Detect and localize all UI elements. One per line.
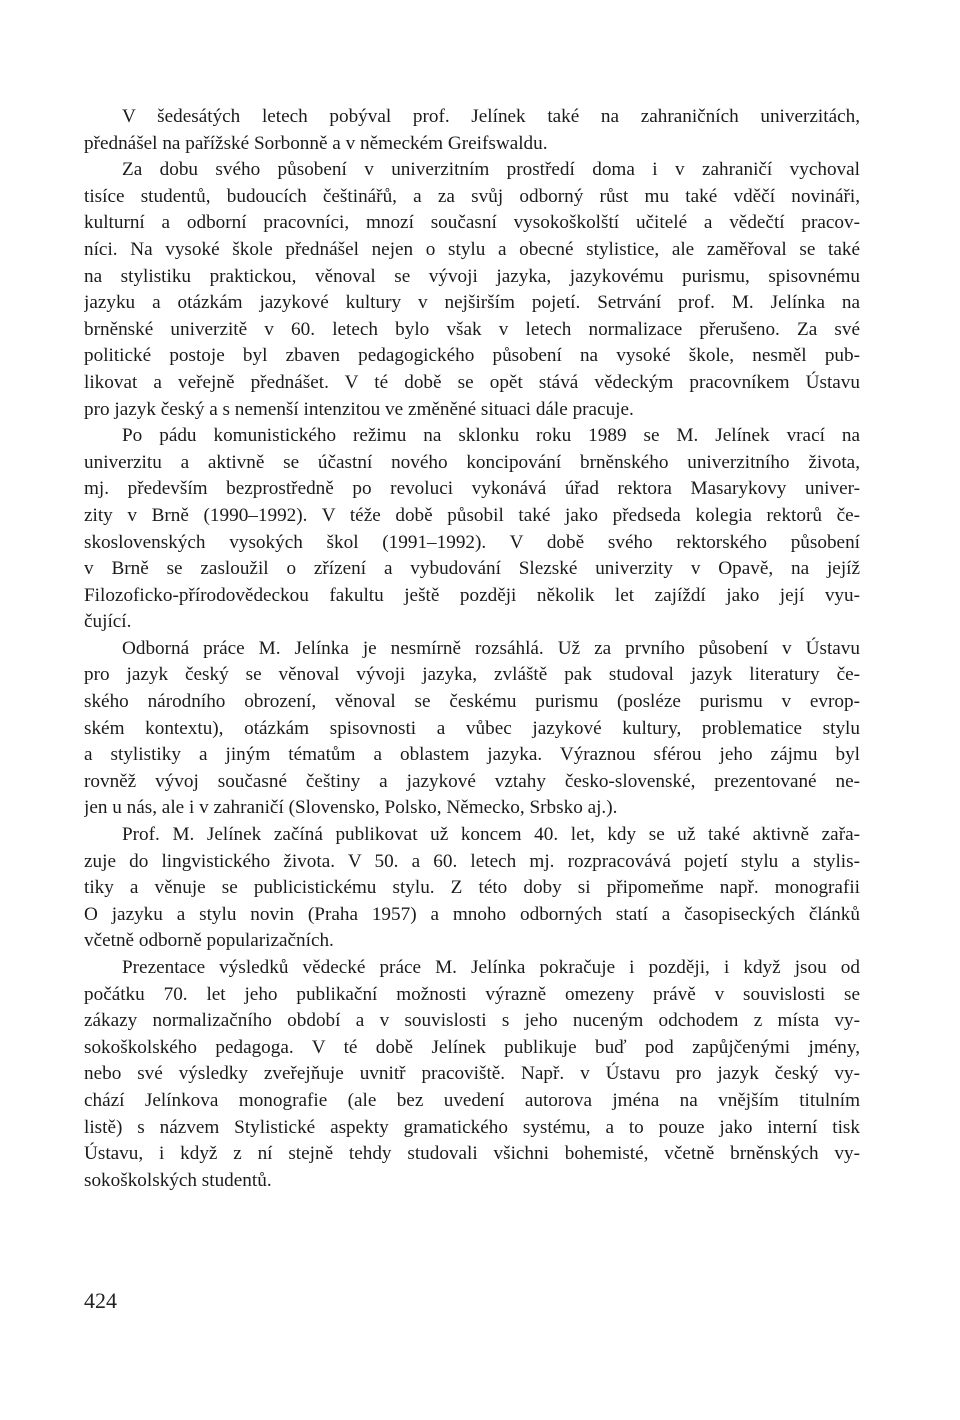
text-line: na stylistiku praktickou, věnoval se vývoji jazyka, jazykovému purismu, spisovnému	[84, 265, 860, 287]
text-line: Za dobu svého působení v univerzitním prostředí doma i v zahraničí vychoval	[122, 159, 860, 181]
page-number: 424	[84, 1288, 117, 1313]
text-line: Prezentace výsledků vědecké práce M. Jelínka pokračuje i později, i když jsou od	[122, 957, 860, 978]
text-line: mj. především bezprostředně po revoluci vykonává úřad rektora Masarykovy univer-	[84, 478, 860, 500]
text-line: chází Jelínkova monografie (ale bez uvedení autorova jména na vnějším titulním	[84, 1089, 860, 1111]
text-line: politické postoje byl zbaven pedagogického působení na vysoké škole, nesměl pub-	[84, 345, 860, 367]
text-line: Filozoficko-přírodovědeckou fakultu ještě později několik let zajíždí jako její vyu-	[84, 584, 860, 606]
text-line: včetně odborně popularizačních.	[84, 930, 334, 952]
text-line: čující.	[84, 611, 132, 633]
text-line: zuje do lingvistického života. V 50. a 60. letech mj. rozpracovává pojetí stylu a stylis-	[84, 850, 860, 872]
text-line: rovněž vývoj současné češtiny a jazykové vztahy česko-slovenské, prezentované ne-	[84, 770, 860, 792]
document-body	[84, 104, 860, 1194]
text-line: počátku 70. let jeho publikační možnosti výrazně omezeny právě v souvislosti se	[84, 983, 860, 1005]
text-line: tiky a věnuje se publicistickému stylu. Z této doby si připomeňme např. monografii	[84, 877, 860, 899]
text-line: Ústavu, i když z ní stejně tehdy studovali všichni bohemisté, včetně brněnských vy-	[84, 1143, 860, 1165]
text-line: v Brně se zasloužil o zřízení a vybudování Slezské univerzity v Opavě, na jejíž	[84, 558, 860, 580]
text-line: jen u nás, ale i v zahraničí (Slovensko, Polsko, Německo, Srbsko aj.).	[84, 797, 618, 819]
text-line: likovat a veřejně přednášet. V té době se opět stává vědeckým pracovníkem Ústavu	[84, 371, 860, 393]
text-line: tisíce studentů, budoucích češtinářů, a za svůj odborný růst mu také vděčí novináři,	[84, 185, 860, 207]
text-line: zity v Brně (1990–1992). V téže době působil také jako předseda kolegia rektorů če-	[84, 504, 860, 526]
text-line: brněnské univerzitě v 60. letech bylo však v letech normalizace přerušeno. Za své	[84, 318, 860, 340]
text-line: nebo své výsledky zveřejňuje uvnitř pracoviště. Např. v Ústavu pro jazyk český vy-	[84, 1063, 860, 1085]
text-line: sokoškolských studentů.	[84, 1169, 272, 1191]
text-line: ského národního obrození, věnoval se českému purismu (posléze purismu v evrop-	[84, 691, 860, 713]
text-line: V šedesátých letech pobýval prof. Jelínek také na zahraničních univerzitách,	[122, 106, 860, 127]
text-line: sokoškolského pedagoga. V té době Jelínek publikuje buď pod zapůjčenými jmény,	[84, 1036, 860, 1058]
text-line: univerzitu a aktivně se účastní nového koncipování brněnského univerzitního života,	[84, 451, 860, 473]
text-line: kulturní a odborní pracovníci, mnozí současní vysokoškolští učitelé a vědečtí pracov-	[84, 212, 860, 234]
text-line: jazyku a otázkám jazykové kultury v nejširším pojetí. Setrvání prof. M. Jelínka na	[84, 292, 860, 314]
text-line: níci. Na vysoké škole přednášel nejen o stylu a obecné stylistice, ale zaměřoval se také	[84, 238, 860, 260]
text-line: ském kontextu), otázkám spisovnosti a vůbec jazykové kultury, problematice stylu	[84, 717, 860, 739]
text-line: pro jazyk český se věnoval vývoji jazyka, zvláště pak studoval jazyk literatury če-	[84, 664, 860, 686]
text-line: zákazy normalizačního období a v souvislosti s jeho nuceným odchodem z místa vy-	[84, 1010, 860, 1032]
text-line: Po pádu komunistického režimu na sklonku roku 1989 se M. Jelínek vrací na	[122, 425, 860, 447]
text-line: přednášel na pařížské Sorbonně a v německém Greifswaldu.	[84, 132, 548, 154]
text-line: listě) s názvem Stylistické aspekty gramatického systému, a to pouze jako interní tisk	[84, 1116, 860, 1138]
text-line: Odborná práce M. Jelínka je nesmírně rozsáhlá. Už za prvního působení v Ústavu	[122, 637, 860, 659]
text-line: O jazyku a stylu novin (Praha 1957) a mnoho odborných statí a časopiseckých článků	[84, 903, 860, 925]
text-line: skoslovenských vysokých škol (1991–1992). V době svého rektorského působení	[84, 531, 860, 553]
text-line: pro jazyk český a s nemenší intenzitou ve změněné situaci dále pracuje.	[84, 398, 634, 420]
text-line: Prof. M. Jelínek začíná publikovat už koncem 40. let, kdy se už také aktivně zařa-	[122, 824, 860, 846]
text-line: a stylistiky a jiným tématům a oblastem jazyka. Výraznou sférou jeho zájmu byl	[84, 744, 860, 766]
